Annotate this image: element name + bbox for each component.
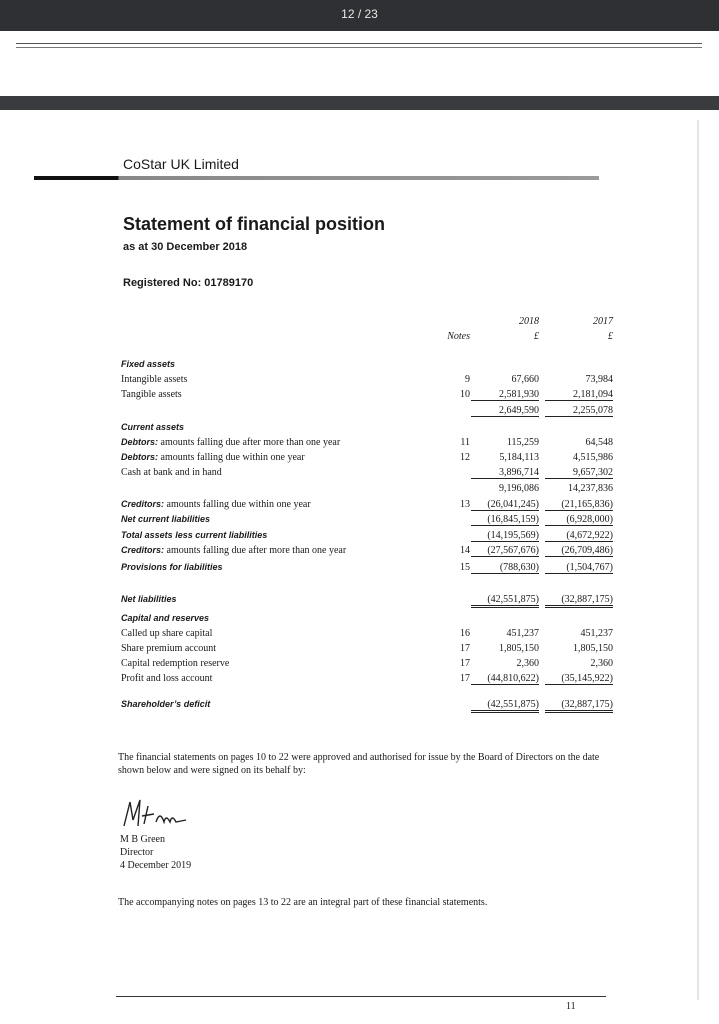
row-note: 10 [460,389,470,400]
value-2018: (14,195,569) [471,530,539,542]
row-label: Creditors: amounts falling due within one year [121,499,311,510]
row-label: Fixed assets [121,359,176,369]
table-row [0,673,719,686]
table-row [0,658,719,671]
table-row [0,628,719,641]
statement-date: as at 30 December 2018 [123,241,248,253]
row-note: 16 [460,628,470,639]
page-counter: 12 / 23 [341,7,378,21]
page-separator [0,96,719,110]
table-row [0,643,719,656]
table-row [0,499,719,512]
value-2018: 1,805,150 [499,643,539,654]
row-label: Capital redemption reserve [121,658,230,669]
value-2017: (21,165,836) [545,499,613,511]
director-signature [120,796,200,832]
table-row [0,562,719,575]
row-label: Debtors: amounts falling due within one year [121,452,305,463]
value-2018: (16,845,159) [471,514,539,526]
row-label: Net current liabilities [121,514,211,524]
column-header-notes: Notes [447,331,470,342]
value-2017: 1,805,150 [573,643,613,654]
value-2018: 9,196,086 [499,483,539,494]
value-2017: 4,515,986 [573,452,613,463]
row-label: Profit and loss account [121,673,213,684]
row-label: Share premium account [121,643,216,654]
approval-statement: The financial statements on pages 10 to 22 were approved and authorised for issue by the Board of Directors on the date shown below and were signed on its behalf by: [118,752,600,776]
table-row [0,405,719,418]
row-label: Net liabilities [121,594,177,604]
table-row [0,483,719,496]
previous-page-bottom [0,31,719,96]
value-2018: (42,551,875) [471,594,539,608]
row-label: Capital and reserves [121,613,210,623]
signatory-role: Director [120,847,154,858]
table-row [0,545,719,558]
value-2017: 64,548 [585,437,613,448]
row-label: Provisions for liabilities [121,562,223,572]
page-number: 11 [566,1001,576,1012]
row-label: Cash at bank and in hand [121,467,222,478]
row-note: 17 [460,658,470,669]
row-label-prefix: Debtors: [121,452,159,462]
table-row [0,359,719,372]
table-row [0,374,719,387]
row-note: 17 [460,643,470,654]
table-row [0,530,719,543]
column-header-2017: 2017 [593,316,613,327]
row-label: Debtors: amounts falling due after more than one year [121,437,341,448]
row-note: 17 [460,673,470,684]
value-2017: 451,237 [580,628,613,639]
scan-edge [697,120,699,1000]
value-2017: 9,657,302 [545,467,613,479]
table-row [0,514,719,527]
signatory-name: M B Green [120,834,165,845]
value-2017: 2,360 [590,658,613,669]
row-note: 12 [460,452,470,463]
table-row [0,389,719,402]
value-2017: 73,984 [585,374,613,385]
value-2017: (32,887,175) [545,699,613,713]
row-label-prefix: Debtors: [121,437,159,447]
value-2017: 2,255,078 [545,405,613,417]
table-row [0,699,719,712]
value-2018: 2,581,930 [471,389,539,401]
table-row [0,594,719,607]
notes-reference: The accompanying notes on pages 13 to 22 are an integral part of these financial statements. [118,897,488,908]
row-label: Intangible assets [121,374,188,385]
value-2018: (44,810,622) [471,673,539,685]
row-label: Total assets less current liabilities [121,530,268,540]
row-label: Shareholder’s deficit [121,699,211,709]
previous-page-rule [16,43,702,48]
company-name: CoStar UK Limited [123,156,239,172]
value-2017: 14,237,836 [568,483,613,494]
row-note: 15 [460,562,470,573]
table-row [0,613,719,626]
registered-number: Registered No: 01789170 [123,277,254,289]
row-note: 9 [465,374,470,385]
header-rule [34,176,599,180]
table-row [0,437,719,450]
viewer-top-bar [0,0,719,31]
value-2018: 2,360 [516,658,539,669]
column-header-2018: 2018 [519,316,539,327]
value-2017: (26,709,486) [545,545,613,557]
value-2018: (26,041,245) [471,499,539,511]
table-row [0,422,719,435]
row-note: 14 [460,545,470,556]
value-2018: 115,259 [506,437,539,448]
page-title: Statement of financial position [123,214,386,234]
value-2017: (32,887,175) [545,594,613,608]
row-label: Creditors: amounts falling due after more than one year [121,545,347,556]
row-label: Called up share capital [121,628,213,639]
value-2018: 451,237 [506,628,539,639]
row-note: 13 [460,499,470,510]
row-note: 11 [460,437,470,448]
table-row [0,467,719,480]
value-2018: (788,630) [471,562,539,574]
value-2017: (35,145,922) [545,673,613,685]
currency-2017: £ [608,331,613,342]
signatory-date: 4 December 2019 [120,860,192,871]
row-label: Current assets [121,422,185,432]
value-2018: 3,896,714 [471,467,539,479]
value-2018: 2,649,590 [471,405,539,417]
row-label-prefix: Creditors: [121,545,165,555]
row-label: Tangible assets [121,389,182,400]
table-row [0,452,719,465]
value-2017: (4,672,922) [545,530,613,542]
row-label-prefix: Creditors: [121,499,165,509]
value-2018: 67,660 [511,374,539,385]
footer-rule [116,996,606,997]
value-2018: (42,551,875) [471,699,539,713]
value-2018: 5,184,113 [499,452,539,463]
currency-2018: £ [534,331,539,342]
value-2017: (6,928,000) [545,514,613,526]
value-2017: (1,504,767) [545,562,613,574]
value-2018: (27,567,676) [471,545,539,557]
value-2017: 2,181,094 [545,389,613,401]
